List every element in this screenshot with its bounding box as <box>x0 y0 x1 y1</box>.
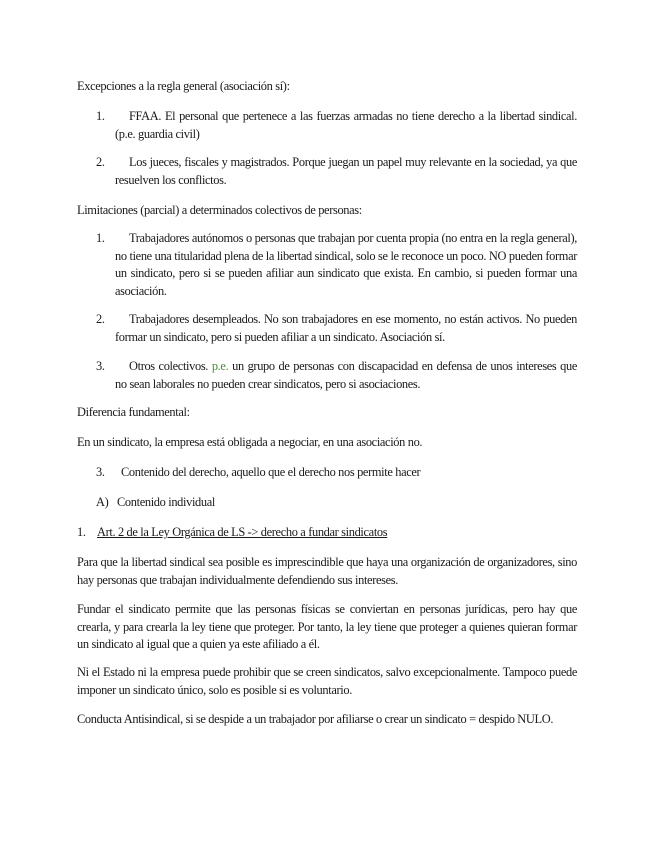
limitation-item <box>96 230 577 300</box>
limitation-text: Trabajadores autónomos o personas que trabajan por cuenta propia (no entra en la regla general), no tiene una titularidad plena de la libertad sindical, solo se le reconoce un poco. NO pueden formar un sindicato, pero si se pueden afiliar aun sindicato que exista. En cambio, si pueden formar una asociación. <box>115 231 577 298</box>
list-letter: A) <box>96 495 109 509</box>
section-1-heading: Art. 2 de la Ley Orgánica de LS -> derecho a fundar sindicatos <box>97 525 388 539</box>
highlight-pe: p.e. <box>211 359 229 373</box>
heading-difference: Diferencia fundamental: <box>77 405 190 419</box>
section-3-text: Contenido del derecho, aquello que el derecho nos permite hacer <box>121 465 421 479</box>
list-number: 1. <box>77 525 86 539</box>
limitation-text-after: un grupo de personas con discapacidad en defensa de unos intereses que no sean laborales no pueden crear sindicatos, pero si asociaciones. <box>115 359 578 391</box>
exception-item <box>96 154 577 189</box>
difference-text: En un sindicato, la empresa está obligada a negociar, en una asociación no. <box>77 435 423 449</box>
list-number: 3. <box>96 359 105 373</box>
section-a-text: Contenido individual <box>117 495 215 509</box>
exception-text: FFAA. El personal que pertenece a las fuerzas armadas no tiene derecho a la libertad sindical. (p.e. guardia civil) <box>115 109 577 141</box>
list-number: 1. <box>96 109 105 123</box>
heading-exceptions: Excepciones a la regla general (asociación sí): <box>77 79 290 93</box>
paragraph: Ni el Estado ni la empresa puede prohibir que se creen sindicatos, salvo excepcionalmente. Tampoco puede imponer un sindicato único, solo es posible si es voluntario. <box>77 665 577 697</box>
limitation-item <box>96 358 577 393</box>
limitation-item <box>96 311 577 346</box>
paragraph: Fundar el sindicato permite que las personas físicas se conviertan en personas jurídicas, pero hay que crearla, y para crearla la ley tiene que proteger. Por tanto, la ley tiene que proteger a quienes quieran formar un sindicato al igual que a quien ya este afiliado a él. <box>77 602 577 651</box>
heading-limitations: Limitaciones (parcial) a determinados colectivos de personas: <box>77 203 362 217</box>
paragraph: Para que la libertad sindical sea posible es imprescindible que haya una organización de organizadores, sino hay personas que trabajan individualmente defendiendo sus intereses. <box>77 555 577 587</box>
exception-item <box>96 108 577 143</box>
section-a <box>96 494 577 512</box>
list-number: 2. <box>96 155 105 169</box>
limitation-text: Trabajadores desempleados. No son trabajadores en ese momento, no están activos. No pueden formar un sindicato, pero si pueden afiliar a un sindicato. Asociación sí. <box>115 312 577 344</box>
section-1 <box>77 524 577 542</box>
exception-text: Los jueces, fiscales y magistrados. Porque juegan un papel muy relevante en la sociedad, ya que resuelven los conflictos. <box>115 155 577 187</box>
limitation-text-before: Otros colectivos. <box>129 359 209 373</box>
list-number: 2. <box>96 312 105 326</box>
list-number: 1. <box>96 231 105 245</box>
section-3 <box>96 464 577 482</box>
paragraph: Conducta Antisindical, si se despide a un trabajador por afiliarse o crear un sindicato = despido NULO. <box>77 712 554 726</box>
list-number: 3. <box>96 465 105 479</box>
